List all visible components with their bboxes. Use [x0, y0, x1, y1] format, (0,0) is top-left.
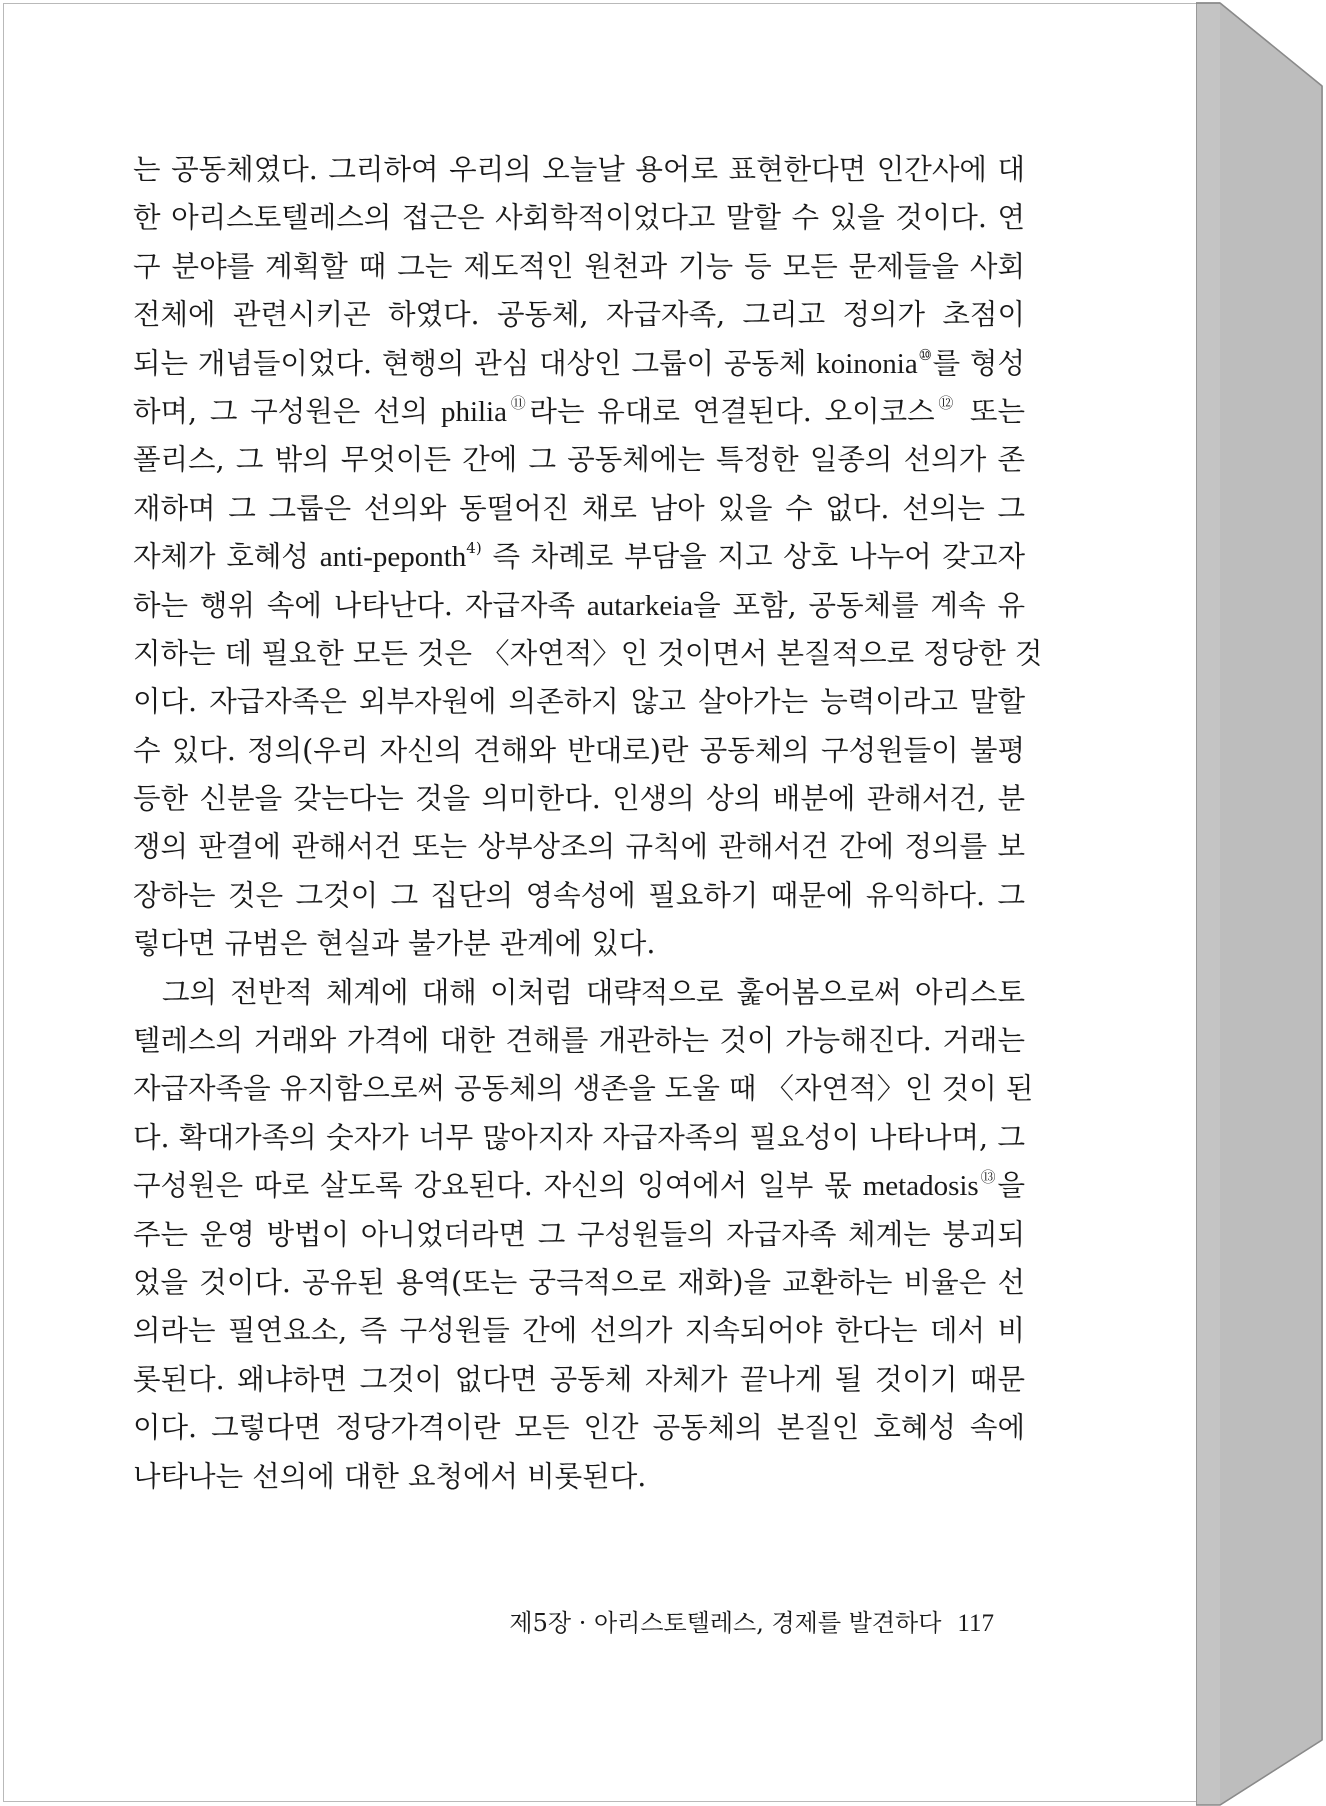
- running-footer: [400, 1605, 994, 1641]
- text-line: 자급자족을 유지함으로써 공동체의 생존을 도울 때 〈자연적〉인 것이 된: [133, 1072, 1034, 1106]
- text-line: 주는 운영 방법이 아니었더라면 그 구성원들의 자급자족 체계는 붕괴되: [133, 1217, 1025, 1251]
- term-autarkeia: autarkeia: [586, 589, 694, 622]
- text-line: 그의 전반적 체계에 대해 이처럼 대략적으로 훑어봄으로써 아리스토: [162, 975, 1025, 1009]
- text-line: 이다. 자급자족은 외부자원에 의존하지 않고 살아가는 능력이라고 말할: [133, 685, 1025, 719]
- text-line: 다. 확대가족의 숫자가 너무 많아지자 자급자족의 필요성이 나타나며, 그: [133, 1120, 1025, 1154]
- term-metadosis: metadosis: [862, 1170, 979, 1203]
- text-line: 장하는 것은 그것이 그 집단의 영속성에 필요하기 때문에 유익하다. 그: [133, 878, 1025, 912]
- text-line: 되는 개념들이었다. 현행의 관심 대상인 그룹이 공동체 koinonia⑩를 형성: [133, 345, 1025, 380]
- term-anti-peponth: anti-peponth: [319, 541, 467, 574]
- text-line: 한 아리스토텔레스의 접근은 사회학적이었다고 말할 수 있을 것이다. 연: [133, 201, 1025, 235]
- text-line: 렇다면 규범은 현실과 불가분 관계에 있다.: [133, 927, 656, 961]
- footnote-marker: ⑩: [917, 345, 933, 364]
- text-line: 의라는 필연요소, 즉 구성원들 간에 선의가 지속되어야 한다는 데서 비: [133, 1314, 1025, 1348]
- text-line: 자체가 호혜성 anti-peponth$^{4)}$ 즉 차례로 부담을 지고 상호 나누어 갖고자: [133, 539, 1025, 574]
- book-spine-edge: [1196, 0, 1326, 1806]
- book-edge-graphic: [1196, 0, 1326, 1806]
- text-line: 전체에 관련시키곤 하였다. 공동체, 자급자족, 그리고 정의가 초점이: [133, 298, 1025, 332]
- text-line: 는 공동체였다. 그리하여 우리의 오늘날 용어로 표현한다면 인간사에 대: [133, 153, 1025, 186]
- page-number: 117: [957, 1610, 994, 1637]
- text-line: 었을 것이다. 공유된 용역(또는 궁극적으로 재화)을 교환하는 비율은 선: [133, 1265, 1025, 1299]
- text-line: 구성원은 따로 살도록 강요된다. 자신의 잉여에서 일부 몫 metadosis⑬을: [133, 1168, 1025, 1203]
- text-line: 하는 행위 속에 나타난다. 자급자족 autarkeia을 포함, 공동체를 계속 유: [133, 588, 1026, 622]
- running-head: 제5장 · 아리스토텔레스, 경제를 발견하다: [509, 1609, 942, 1637]
- text-line: 구 분야를 계획할 때 그는 제도적인 원천과 기능 등 모든 문제들을 사회: [133, 249, 1025, 283]
- text-line: 쟁의 판결에 관해서건 또는 상부상조의 규칙에 관해서건 간에 정의를 보: [133, 830, 1025, 864]
- text-line: 지하는 데 필요한 모든 것은 〈자연적〉인 것이면서 본질적으로 정당한 것: [133, 636, 1043, 670]
- text-line: 롯된다. 왜냐하면 그것이 없다면 공동체 자체가 끝나게 될 것이기 때문: [133, 1362, 1025, 1396]
- text-line: 하며, 그 구성원은 선의 philia⑪라는 유대로 연결된다. 오이코스⑫ 또는: [133, 393, 1025, 428]
- footnote-marker: ⑬: [978, 1168, 998, 1187]
- body-text: [133, 146, 1043, 1501]
- term-koinonia: koinonia: [816, 347, 918, 380]
- term-philia: philia: [440, 395, 507, 428]
- text-line: 이다. 그렇다면 정당가격이란 모든 인간 공동체의 본질인 호혜성 속에: [133, 1411, 1025, 1445]
- footnote-marker: ⑫: [934, 393, 958, 412]
- text-line: 수 있다. 정의(우리 자신의 견해와 반대로)란 공동체의 구성원들이 불평: [133, 733, 1025, 767]
- footnote-marker: 4): [466, 539, 482, 558]
- text-line: 등한 신분을 갖는다는 것을 의미한다. 인생의 상의 배분에 관해서건, 분: [133, 782, 1025, 816]
- text-line: 재하며 그 그룹은 선의와 동떨어진 채로 남아 있을 수 없다. 선의는 그: [133, 491, 1025, 525]
- footnote-marker: ⑪: [506, 393, 530, 412]
- text-line: 텔레스의 거래와 가격에 대한 견해를 개관하는 것이 가능해진다. 거래는: [133, 1024, 1025, 1058]
- text-line: 폴리스, 그 밖의 무엇이든 간에 그 공동체에는 특정한 일종의 선의가 존: [133, 443, 1025, 477]
- text-line: 나타나는 선의에 대한 요청에서 비롯된다.: [133, 1459, 647, 1493]
